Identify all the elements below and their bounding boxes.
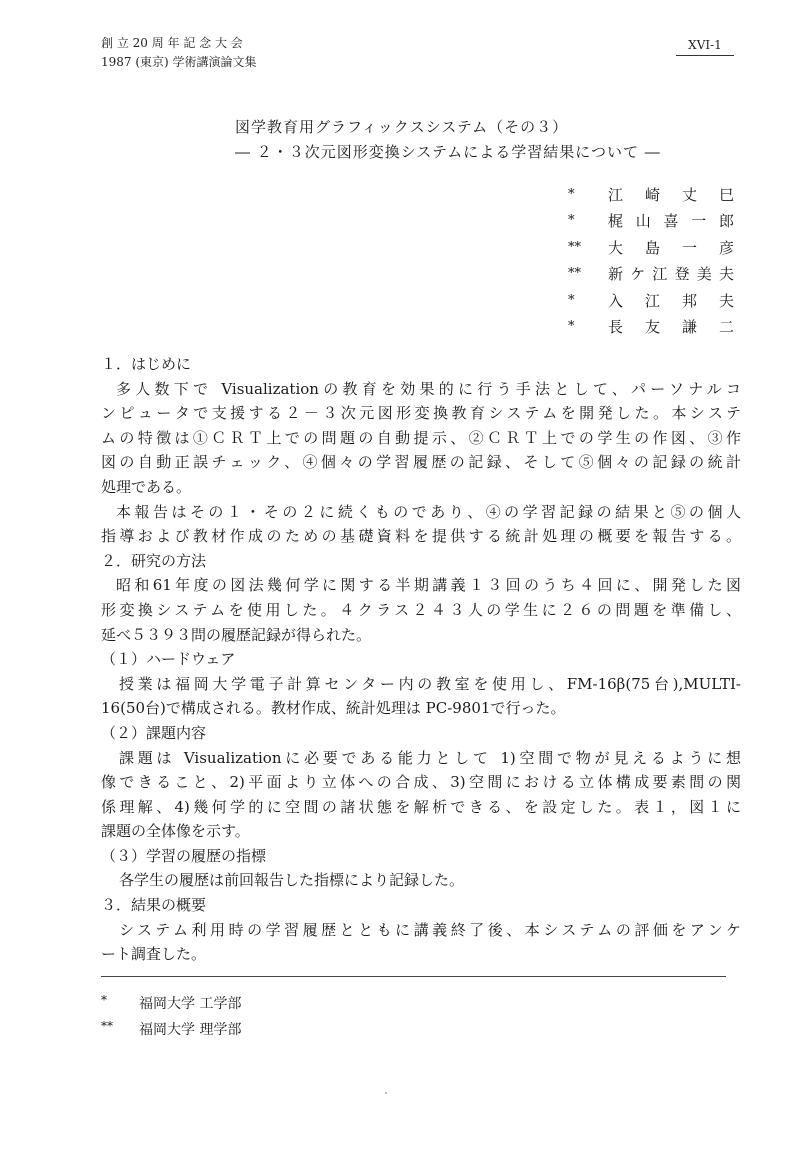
subsection-heading: （１）ハードウェア	[101, 650, 236, 669]
paragraph-line: 係理解、4)幾何学的に空間の諸状態を解析できる、を設定した。表１，図１に	[101, 797, 741, 816]
paragraph-line: 像できること、2)平面より立体への合成、3)空間における立体構成要素間の関	[101, 773, 741, 792]
paragraph-line: 課題は Visualizationに必要である能力として 1)空間で物が見えるように想	[119, 748, 741, 767]
author-name-char: 巳	[718, 185, 734, 204]
author-name-char: 邦	[681, 291, 697, 310]
section-heading: ２．研究の方法	[101, 551, 207, 570]
author-name-char: 長	[608, 318, 624, 337]
conference-title: 創 立 20 周 年 記 念 大 会	[101, 36, 243, 50]
conference-header	[101, 34, 257, 72]
page-id: XVI-1	[676, 38, 734, 56]
paragraph-line: 多人数下で Visualizationの教育を効果的に行う手法として、パーソナルコ	[116, 379, 741, 398]
author-name	[608, 290, 734, 311]
paragraph-line: 本報告はその１・その２に続くものであり、④の学習記録の結果と⑤の個人	[116, 502, 741, 521]
author-name-char: 江	[652, 265, 668, 284]
footnote-divider	[101, 976, 726, 977]
author-name-char: 江	[608, 185, 624, 204]
author-name-char: 喜	[663, 212, 679, 231]
paragraph-line: ンピュータで支援する２－３次元図形変換教育システムを開発した。本システ	[101, 404, 741, 423]
author-name-char: ケ	[630, 265, 646, 284]
paper-body	[101, 352, 741, 967]
author-6	[568, 314, 734, 341]
author-name-char: 登	[674, 265, 690, 284]
author-name-char: 崎	[644, 185, 660, 204]
affiliation-mark: **	[568, 266, 581, 282]
paper-subtitle: ― ２・３次元図形変換システムによる学習結果について ―	[235, 143, 661, 161]
author-name	[608, 237, 734, 258]
subsection-heading: （３）学習の履歴の指標	[101, 846, 267, 865]
author-1	[568, 181, 734, 208]
paragraph-line: システム利用時の学習履歴とともに講義終了後、本システムの評価をアンケ	[119, 920, 741, 939]
paragraph-line: 延べ５３９３問の履歴記録が得られた。	[101, 625, 372, 644]
author-name-char: 一	[691, 212, 707, 231]
subsection-heading: （２）課題内容	[101, 723, 207, 742]
author-name	[608, 184, 734, 205]
author-name-char: 山	[635, 212, 651, 231]
paragraph-line: 各学生の履歴は前回報告した指標により記録した。	[119, 871, 465, 890]
author-name-char: 二	[718, 318, 734, 337]
paragraph-line: 図の自動正誤チェック、④個々の学習履歴の記録、そして⑤個々の記録の統計	[101, 453, 741, 472]
paragraph-line: 指導および教材作成のための基礎資料を提供する統計処理の概要を報告する。	[101, 527, 741, 546]
author-5	[568, 287, 734, 314]
affiliation-mark: *	[568, 213, 575, 229]
paragraph-line: ムの特徴は①ＣＲＴ上での問題の自動提示、②ＣＲＴ上での学生の作図、③作	[101, 428, 741, 447]
conference-proceedings: 1987 (東京) 学術講演論文集	[101, 55, 257, 69]
author-2	[568, 208, 734, 235]
author-4	[568, 261, 734, 288]
author-3	[568, 234, 734, 261]
author-name-char: 島	[644, 238, 660, 257]
affiliation-mark: **	[568, 239, 581, 255]
footnote	[101, 1019, 241, 1039]
author-name-char: 謙	[681, 318, 697, 337]
author-name-char: 夫	[718, 265, 734, 284]
paragraph-line: 昭和61年度の図法幾何学に関する半期講義１３回のうち４回に、開発した図	[116, 576, 741, 595]
scan-speck	[385, 1092, 387, 1094]
author-name-char: 一	[681, 238, 697, 257]
footnote-mark: *	[101, 993, 107, 1007]
footnote-text: 福岡大学 工学部	[139, 996, 242, 1012]
footnote-mark: **	[101, 1019, 113, 1033]
author-name	[608, 263, 734, 284]
affiliation-mark: *	[568, 319, 575, 335]
author-name-char: 郎	[718, 212, 734, 231]
section-heading: １．はじめに	[101, 355, 192, 373]
author-name-char: 入	[608, 291, 624, 310]
author-name-char: 新	[608, 265, 624, 284]
author-name-char: 彦	[718, 238, 734, 257]
author-name-char: 江	[644, 291, 660, 310]
paragraph-line: 16(50台)で構成される。教材作成、統計処理は PC-9801で行った。	[101, 699, 566, 718]
paragraph-line: 授業は福岡大学電子計算センター内の教室を使用し、FM-16β(75台),MULTI-	[119, 674, 741, 693]
author-name	[608, 210, 734, 231]
paragraph-line: 処理である。	[101, 477, 192, 496]
author-name-char: 梶	[608, 212, 624, 231]
author-name-char: 友	[644, 318, 660, 337]
footnote	[101, 993, 241, 1013]
author-name-char: 大	[608, 238, 624, 257]
author-name	[608, 316, 734, 337]
affiliation-mark: *	[568, 292, 575, 308]
paragraph-line: 課題の全体像を示す。	[101, 822, 250, 841]
paragraph-line: ート調査した。	[101, 945, 207, 964]
author-name-char: 夫	[718, 291, 734, 310]
section-heading: ３．結果の概要	[101, 896, 207, 915]
paper-title: 図学教育用グラフィックスシステム（その３）	[235, 118, 569, 136]
author-name-char: 丈	[681, 185, 697, 204]
affiliation-mark: *	[568, 186, 575, 202]
footnote-text: 福岡大学 理学部	[139, 1022, 242, 1038]
author-name-char: 美	[696, 265, 712, 284]
paragraph-line: 形変換システムを使用した。４クラス２４３人の学生に２６の問題を準備し、	[101, 600, 741, 619]
author-list	[568, 181, 734, 340]
